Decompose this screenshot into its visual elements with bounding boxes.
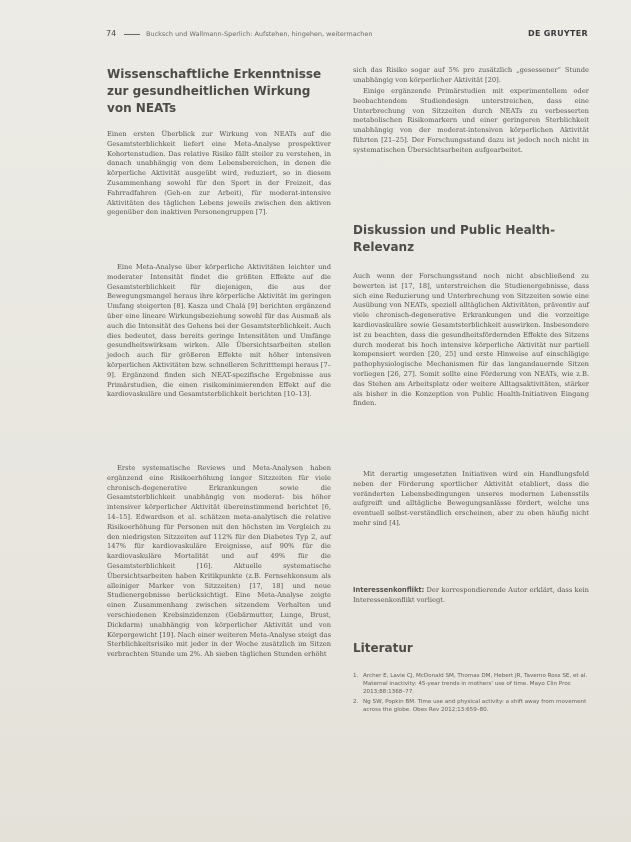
reference-text: Archer E, Lavie CJ, McDonald SM, Thomas DM, Hebert JR, Taverno Ross SE, et al. Maternal inactivity: 45-year trends in mothers' use of time. Mayo Clin Proc 2013;88:1368–77.: [363, 673, 588, 696]
body-paragraph: Einen ersten Überblick zur Wirkung von NEATs auf die Gesamtsterblichkeit liefert eine Meta-Analyse prospektiver Kohortenstudien. Das relative Risiko fällt steiler zu verstehen, in danach unabhängig von dem Lebensbereichen, in denen die körperliche Aktivität ausgeübt wird, reduziert, so in diesem Zusammenhang sowohl für den Sport in der Freizeit, das Fahrradfahren (Geh-en zur Arbeit), für moderat-intensive Aktivitäten des täglichen Lebens jeweils zwischen den aktiven gegenüber den inaktiven Personengruppen [7].: [107, 130, 331, 217]
reference-list: [353, 672, 589, 715]
publisher-logo: DE GRUYTER: [528, 29, 588, 38]
reference-number: 2.: [353, 698, 359, 705]
reference-text: Ng SW, Popkin BM. Time use and physical activity: a shift away from movement across the globe. Obes Rev 2012;13:659–80.: [363, 698, 587, 713]
references-heading: Literatur: [353, 641, 413, 655]
body-paragraph: Auch wenn der Forschungsstand noch nicht abschließend zu bewerten ist [17, 18], unterstreichen die Studienergebnisse, dass sich eine Reduzierung und Unterbrechung von Sitzzeiten sowie eine Ausübung von NEATs, speziell alltäglichen Aktivitäten, präventiv auf viele chronisch-degenerative Erkrankungen und die vorzeitige kardiovaskuläre sowie Gesamtsterblichkeit auswirken. Insbesondere ist zu beachten, dass die gesundheitsfördernden Effekte des Sitzens durch moderat bis hoch intensive körperliche Aktivität nur partiell kompensiert werden [20, 25] und erste Hinweise auf einschlägige pathophysiologische Mechanismen für das langandauernde Sitzen vorliegen [26, 27]. Somit sollte eine Förderung von NEATs, wie z.B. das Stehen am Arbeitsplatz oder weitere Alltagsaktivitäten, stärker als bisher in die Konzeption von Public Health-Initiativen Eingang finden.: [353, 272, 589, 408]
body-paragraph: Einige ergänzende Primärstudien mit experimentellem oder beobachtendem Studiendesign unterstreichen, dass eine Unterbrechung von Sitzzeiten durch NEATs zu verbesserten metabolischen Risikomarkern und einer geringeren Sterblichkeit unabhängig von der moderat-intensiven körperlichen Aktivität führten [21–25]. Der Forschungsstand dazu ist jedoch noch nicht in systematischen Übersichtsarbeiten aufgearbeitet.: [353, 87, 589, 154]
conflict-text: Der korrespondierende Autor erklärt, dass kein Interessenkonflikt vorliegt.: [353, 586, 589, 604]
body-paragraph: Erste systematische Reviews und Meta-Analysen haben ergänzend eine Risikoerhöhung langer Sitzzeiten für viele chronisch-degenerative Erkrankungen sowie die Gesamtsterblichkeit unabhängig von moderat- bis höher intensiver körperlicher Aktivität übereinstimmend berichtet [6, 14–15]. Edwardson et al. schätzen meta-analytisch die relative Risikoerhöhung für Personen mit den höchsten im Vergleich zu den niedrigsten Sitzzeiten auf 112% für den Diabetes Typ 2, auf 147% für kardiovaskuläre Ereignisse, auf 90% für die kardiovaskuläre Mortalität und auf 49% für die Gesamtsterblichkeit [16]. Aktuelle systematische Übersichtsarbeiten haben Kritikpunkte (z.B. Fernsehkonsum als alleiniger Marker von Sitzzeiten) [17, 18] und neue Studienergebnisse berücksichtigt. Eine Meta-Analyse zeigte einen Zusammenhang zwischen sitzendem Verhalten und verschiedenen Krebsinzidenzen (Gebärmutter, Lunge, Brust, Dickdarm) unabhängig von körperlicher Aktivität und von Körpergewicht [19]. Nach einer weiteren Meta-Analyse steigt das Sterblichkeitsrisiko mit jeder in der Woche zusätzlich im Sitzen verbrachten Stunde um 2%. Ab sieben täglichen Stunden erhöht: [107, 464, 331, 659]
header-rule: [124, 34, 140, 35]
reference-number: 1.: [353, 673, 359, 679]
reference-item: [353, 672, 589, 697]
body-paragraph: sich das Risiko sogar auf 5% pro zusätzlich „gesessener“ Stunde unabhängig von körperlicher Aktivität [20].: [353, 66, 589, 84]
conflict-label: Interessenkonflikt:: [353, 586, 425, 594]
reference-item: [353, 698, 589, 714]
running-title: Bucksch und Wallmann-Sperlich: Aufstehen, hingehen, weitermachen: [146, 30, 373, 38]
body-paragraph: Mit derartig umgesetzten Initiativen wird ein Handlungsfeld neben der Förderung sportlicher Aktivität etabliert, dass die veränderten Lebensbedingungen unseres modernen Lebensstils aufgreift und alltägliche Bewegungsanlässe fördert, welche uns eventuell selbst-verständlich erscheinen, aber zu oben häufig nicht mehr sind [4].: [353, 470, 589, 527]
section-heading-evidence: Wissenschaftliche Erkenntnisse zur gesundheitlichen Wirkung von NEATs: [107, 67, 322, 115]
conflict-of-interest: [353, 586, 589, 606]
page-number: 74: [106, 29, 117, 38]
running-header: [106, 28, 588, 42]
body-paragraph: Eine Meta-Analyse über körperliche Aktivitäten leichter und moderater Intensität findet die größten Effekte auf die Gesamtsterblichkeit für diejenigen, die aus der Bewegungsmangel heraus ihre körperliche Aktivität im geringen Umfang steigerten [8]. Kasza und Chalá [9] berichten ergänzend über eine lineare Wirkungsbeziehung sowohl für das Ausmaß als auch die Intensität des Gehens bei der Gesamtsterblichkeit. Auch dies bedeutet, dass bereits geringe Intensitäten und Umfänge gesundheitswirksam wirken. Alle Übersichtsarbeiten stellen jedoch auch für größeren Effekte mit höher intensiven körperlichen Aktivitäten bzw. schnelleren Schritttempi heraus [7–9]. Ergänzend finden sich NEAT-spezifische Ergebnisse aus Primärstudien, die einen risikominimierenden Effekt auf die kardiovaskuläre und Gesamtsterblichkeit berichten [10–13].: [107, 263, 331, 399]
section-heading-discussion: Diskussion und Public Health-Relevanz: [353, 223, 556, 254]
